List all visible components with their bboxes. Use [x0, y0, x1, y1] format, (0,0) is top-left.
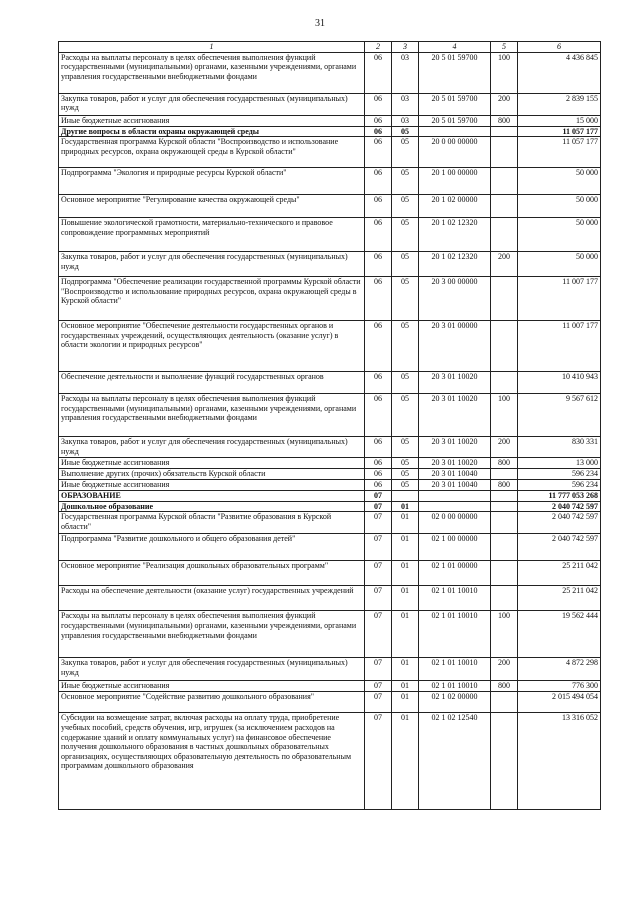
- section-cell: 06: [365, 126, 392, 137]
- section-cell: 07: [365, 658, 392, 681]
- target-article-cell: 02 1 01 00000: [419, 561, 491, 586]
- amount-cell: 9 567 612: [518, 394, 601, 437]
- amount-cell: 596 234: [518, 480, 601, 491]
- section-cell: 06: [365, 93, 392, 115]
- header-cell: 1: [59, 42, 365, 53]
- table-row: [59, 480, 601, 491]
- table-body: [59, 52, 601, 810]
- section-cell: 06: [365, 137, 392, 168]
- expense-type-cell: [491, 586, 518, 611]
- expense-type-cell: 800: [491, 115, 518, 126]
- expense-type-cell: [491, 512, 518, 534]
- expense-type-cell: [491, 195, 518, 218]
- header-cell: 5: [491, 42, 518, 53]
- amount-cell: 11 007 177: [518, 277, 601, 321]
- table-row: [59, 394, 601, 437]
- table-row: [59, 512, 601, 534]
- name-cell: Субсидии на возмещение затрат, включая расходы на оплату труда, приобретение учебных пособий, средств обучения, игр, игрушек (за исключением расходов на содержание зданий и оплату коммунальных услуг) на финансовое обеспечение получения дошкольного образования в частных дошкольных образовательных организациях, осуществляющих образовательную деятельность по образовательным программам дошкольного образования: [59, 713, 365, 810]
- amount-cell: 19 562 444: [518, 611, 601, 658]
- subsection-cell: 03: [392, 93, 419, 115]
- expense-type-cell: [491, 713, 518, 810]
- amount-cell: 13 000: [518, 458, 601, 469]
- subsection-cell: 05: [392, 195, 419, 218]
- name-cell: Основное мероприятие "Реализация дошкольных образовательных программ": [59, 561, 365, 586]
- section-cell: 07: [365, 611, 392, 658]
- target-article-cell: 20 0 00 00000: [419, 137, 491, 168]
- target-article-cell: [419, 126, 491, 137]
- name-cell: ОБРАЗОВАНИЕ: [59, 490, 365, 501]
- section-cell: 06: [365, 52, 392, 93]
- section-cell: 06: [365, 469, 392, 480]
- name-cell: Выполнение других (прочих) обязательств Курской области: [59, 469, 365, 480]
- amount-cell: 11 057 177: [518, 137, 601, 168]
- expense-type-cell: [491, 692, 518, 713]
- expense-type-cell: [491, 501, 518, 512]
- table-row: [59, 277, 601, 321]
- table-row: [59, 490, 601, 501]
- table-row: [59, 681, 601, 692]
- amount-cell: 25 211 042: [518, 561, 601, 586]
- name-cell: Подпрограмма "Экология и природные ресурсы Курской области": [59, 168, 365, 195]
- table-row: [59, 321, 601, 372]
- table-row: [59, 168, 601, 195]
- subsection-cell: 05: [392, 321, 419, 372]
- subsection-cell: 05: [392, 372, 419, 394]
- section-cell: 06: [365, 168, 392, 195]
- section-cell: 06: [365, 115, 392, 126]
- subsection-cell: 05: [392, 252, 419, 277]
- name-cell: Закупка товаров, работ и услуг для обеспечения государственных (муниципальных) нужд: [59, 437, 365, 458]
- subsection-cell: 01: [392, 713, 419, 810]
- subsection-cell: 01: [392, 501, 419, 512]
- target-article-cell: 02 1 00 00000: [419, 534, 491, 561]
- header-cell: 2: [365, 42, 392, 53]
- name-cell: Основное мероприятие "Обеспечение деятельности государственных органов и государственных учреждений, осуществляющих деятельность (оказание услуг) в области экологии и природных ресурсов": [59, 321, 365, 372]
- subsection-cell: 01: [392, 611, 419, 658]
- expense-type-cell: [491, 168, 518, 195]
- table-row: [59, 52, 601, 93]
- subsection-cell: 01: [392, 692, 419, 713]
- name-cell: Государственная программа Курской области "Развитие образования в Курской области": [59, 512, 365, 534]
- amount-cell: 50 000: [518, 168, 601, 195]
- table-row: [59, 501, 601, 512]
- name-cell: Расходы на выплаты персоналу в целях обеспечения выполнения функций государственными (муниципальными) органами, казенными учреждениями, органами управления государственными внебюджетными фондами: [59, 52, 365, 93]
- section-cell: 07: [365, 681, 392, 692]
- section-cell: 06: [365, 437, 392, 458]
- name-cell: Повышение экологической грамотности, материально-технического и правовое сопровождение программных мероприятий: [59, 218, 365, 252]
- amount-cell: 50 000: [518, 218, 601, 252]
- expense-type-cell: [491, 277, 518, 321]
- subsection-cell: 05: [392, 277, 419, 321]
- table-row: [59, 658, 601, 681]
- target-article-cell: 02 1 01 10010: [419, 681, 491, 692]
- name-cell: Обеспечение деятельности и выполнение функций государственных органов: [59, 372, 365, 394]
- target-article-cell: 20 5 01 59700: [419, 115, 491, 126]
- name-cell: Государственная программа Курской области "Воспроизводство и использование природных ресурсов, охрана окружающей среды в Курской области": [59, 137, 365, 168]
- amount-cell: 13 316 052: [518, 713, 601, 810]
- target-article-cell: 20 3 01 10040: [419, 469, 491, 480]
- amount-cell: 50 000: [518, 252, 601, 277]
- table-row: [59, 126, 601, 137]
- table-row: [59, 692, 601, 713]
- subsection-cell: 03: [392, 52, 419, 93]
- section-cell: 06: [365, 218, 392, 252]
- name-cell: Расходы на обеспечение деятельности (оказание услуг) государственных учреждений: [59, 586, 365, 611]
- target-article-cell: 20 3 01 10020: [419, 437, 491, 458]
- amount-cell: 776 300: [518, 681, 601, 692]
- amount-cell: 10 410 943: [518, 372, 601, 394]
- name-cell: Расходы на выплаты персоналу в целях обеспечения выполнения функций государственными (муниципальными) органами, казенными учреждениями, органами управления государственными внебюджетными фондами: [59, 611, 365, 658]
- expense-type-cell: 200: [491, 93, 518, 115]
- target-article-cell: 20 3 01 10020: [419, 394, 491, 437]
- table-row: [59, 93, 601, 115]
- expense-type-cell: [491, 126, 518, 137]
- table-row: [59, 252, 601, 277]
- header-cell: 3: [392, 42, 419, 53]
- target-article-cell: 20 5 01 59700: [419, 93, 491, 115]
- name-cell: Закупка товаров, работ и услуг для обеспечения государственных (муниципальных) нужд: [59, 252, 365, 277]
- target-article-cell: 02 1 01 10010: [419, 658, 491, 681]
- amount-cell: 11 777 053 268: [518, 490, 601, 501]
- name-cell: Подпрограмма "Развитие дошкольного и общего образования детей": [59, 534, 365, 561]
- section-cell: 06: [365, 277, 392, 321]
- target-article-cell: [419, 490, 491, 501]
- subsection-cell: 05: [392, 458, 419, 469]
- subsection-cell: 05: [392, 137, 419, 168]
- expense-type-cell: [491, 137, 518, 168]
- table-row: [59, 534, 601, 561]
- section-cell: 07: [365, 586, 392, 611]
- target-article-cell: 20 1 00 00000: [419, 168, 491, 195]
- expense-type-cell: 100: [491, 394, 518, 437]
- subsection-cell: 01: [392, 681, 419, 692]
- section-cell: 07: [365, 561, 392, 586]
- expense-type-cell: 800: [491, 480, 518, 491]
- section-cell: 06: [365, 252, 392, 277]
- name-cell: Иные бюджетные ассигнования: [59, 115, 365, 126]
- subsection-cell: 01: [392, 586, 419, 611]
- target-article-cell: 20 3 01 10040: [419, 480, 491, 491]
- target-article-cell: [419, 501, 491, 512]
- amount-cell: 11 007 177: [518, 321, 601, 372]
- amount-cell: 2 839 155: [518, 93, 601, 115]
- name-cell: Основное мероприятие "Содействие развитию дошкольного образования": [59, 692, 365, 713]
- name-cell: Другие вопросы в области охраны окружающей среды: [59, 126, 365, 137]
- target-article-cell: 02 1 02 00000: [419, 692, 491, 713]
- subsection-cell: 05: [392, 480, 419, 491]
- subsection-cell: 01: [392, 658, 419, 681]
- expense-type-cell: 800: [491, 681, 518, 692]
- expense-type-cell: [491, 469, 518, 480]
- expense-type-cell: 800: [491, 458, 518, 469]
- amount-cell: 15 000: [518, 115, 601, 126]
- section-cell: 07: [365, 490, 392, 501]
- name-cell: Закупка товаров, работ и услуг для обеспечения государственных (муниципальных) нужд: [59, 658, 365, 681]
- target-article-cell: 02 1 01 10010: [419, 611, 491, 658]
- amount-cell: 2 040 742 597: [518, 501, 601, 512]
- section-cell: 06: [365, 480, 392, 491]
- target-article-cell: 02 1 02 12540: [419, 713, 491, 810]
- amount-cell: 25 211 042: [518, 586, 601, 611]
- section-cell: 06: [365, 195, 392, 218]
- amount-cell: 4 436 845: [518, 52, 601, 93]
- header-cell: 4: [419, 42, 491, 53]
- section-cell: 06: [365, 372, 392, 394]
- table-row: [59, 469, 601, 480]
- name-cell: Расходы на выплаты персоналу в целях обеспечения выполнения функций государственными (муниципальными) органами, казенными учреждениями, органами управления государственными внебюджетными фондами: [59, 394, 365, 437]
- subsection-cell: 05: [392, 437, 419, 458]
- section-cell: 07: [365, 692, 392, 713]
- target-article-cell: 20 5 01 59700: [419, 52, 491, 93]
- expense-type-cell: 200: [491, 658, 518, 681]
- target-article-cell: 20 3 01 10020: [419, 458, 491, 469]
- expense-type-cell: [491, 321, 518, 372]
- expense-type-cell: 100: [491, 611, 518, 658]
- expense-type-cell: 100: [491, 52, 518, 93]
- target-article-cell: 20 3 00 00000: [419, 277, 491, 321]
- subsection-cell: 05: [392, 218, 419, 252]
- name-cell: Дошкольное образование: [59, 501, 365, 512]
- amount-cell: 596 234: [518, 469, 601, 480]
- amount-cell: 2 040 742 597: [518, 534, 601, 561]
- amount-cell: 2 015 494 054: [518, 692, 601, 713]
- table-row: [59, 115, 601, 126]
- name-cell: Закупка товаров, работ и услуг для обеспечения государственных (муниципальных) нужд: [59, 93, 365, 115]
- name-cell: Подпрограмма "Обеспечение реализации государственной программы Курской области "Воспроизводство и использование природных ресурсов, охрана окружающей среды в Курской области": [59, 277, 365, 321]
- table-row: [59, 713, 601, 810]
- target-article-cell: 20 1 02 12320: [419, 218, 491, 252]
- expense-type-cell: [491, 561, 518, 586]
- table-row: [59, 195, 601, 218]
- subsection-cell: 03: [392, 115, 419, 126]
- expense-type-cell: 200: [491, 437, 518, 458]
- name-cell: Иные бюджетные ассигнования: [59, 480, 365, 491]
- expense-type-cell: 200: [491, 252, 518, 277]
- section-cell: 07: [365, 501, 392, 512]
- subsection-cell: 01: [392, 512, 419, 534]
- table-row: [59, 561, 601, 586]
- section-cell: 06: [365, 458, 392, 469]
- target-article-cell: 02 0 00 00000: [419, 512, 491, 534]
- section-cell: 07: [365, 534, 392, 561]
- amount-cell: 2 040 742 597: [518, 512, 601, 534]
- expense-type-cell: [491, 534, 518, 561]
- subsection-cell: 01: [392, 534, 419, 561]
- table-row: [59, 437, 601, 458]
- expense-type-cell: [491, 372, 518, 394]
- section-cell: 07: [365, 512, 392, 534]
- table-row: [59, 611, 601, 658]
- page-number: 31: [315, 18, 325, 29]
- section-cell: 06: [365, 321, 392, 372]
- expense-type-cell: [491, 218, 518, 252]
- target-article-cell: 20 1 02 00000: [419, 195, 491, 218]
- amount-cell: 50 000: [518, 195, 601, 218]
- budget-table: [58, 41, 601, 810]
- table-row: [59, 218, 601, 252]
- target-article-cell: 20 3 01 10020: [419, 372, 491, 394]
- header-row: [59, 42, 601, 53]
- target-article-cell: 20 3 01 00000: [419, 321, 491, 372]
- amount-cell: 830 331: [518, 437, 601, 458]
- subsection-cell: 05: [392, 469, 419, 480]
- subsection-cell: 05: [392, 126, 419, 137]
- amount-cell: 4 872 298: [518, 658, 601, 681]
- target-article-cell: 02 1 01 10010: [419, 586, 491, 611]
- section-cell: 06: [365, 394, 392, 437]
- name-cell: Основное мероприятие "Регулирование качества окружающей среды": [59, 195, 365, 218]
- name-cell: Иные бюджетные ассигнования: [59, 458, 365, 469]
- subsection-cell: 05: [392, 394, 419, 437]
- subsection-cell: [392, 490, 419, 501]
- target-article-cell: 20 1 02 12320: [419, 252, 491, 277]
- table-row: [59, 458, 601, 469]
- amount-cell: 11 057 177: [518, 126, 601, 137]
- subsection-cell: 01: [392, 561, 419, 586]
- section-cell: 07: [365, 713, 392, 810]
- table-row: [59, 372, 601, 394]
- header-cell: 6: [518, 42, 601, 53]
- table-row: [59, 586, 601, 611]
- name-cell: Иные бюджетные ассигнования: [59, 681, 365, 692]
- expense-type-cell: [491, 490, 518, 501]
- subsection-cell: 05: [392, 168, 419, 195]
- table-row: [59, 137, 601, 168]
